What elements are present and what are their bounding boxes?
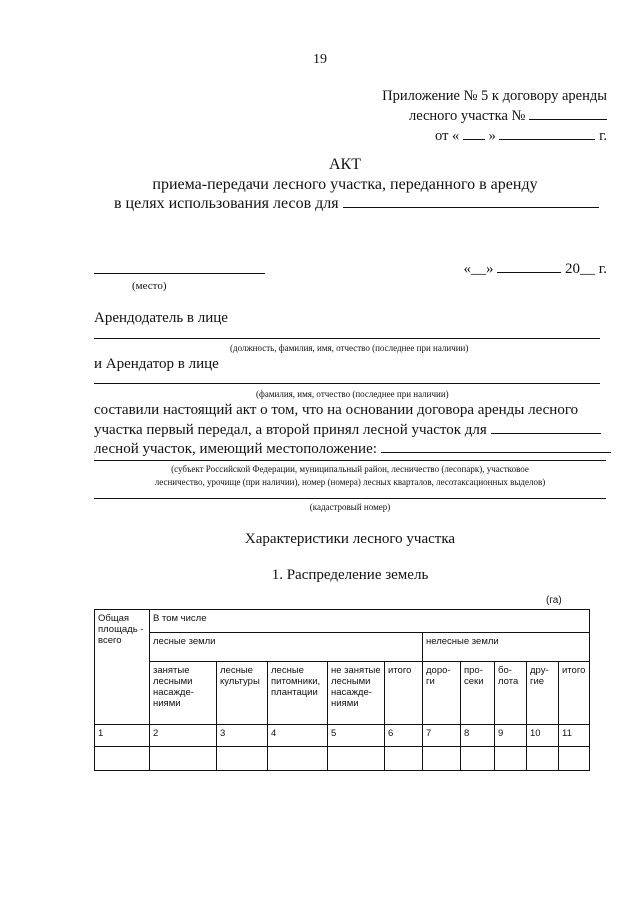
header-col-clearings: про-секи — [461, 661, 495, 724]
place-caption: (место) — [132, 280, 167, 292]
lessee-caption: (фамилия, имя, отчество (последнее при наличии) — [256, 389, 449, 399]
place-blank[interactable] — [94, 273, 265, 274]
annex-contract-number-label: лесного участка № — [408, 108, 526, 124]
col-number: 2 — [150, 725, 217, 747]
annex-date-open: от « — [435, 128, 463, 144]
col-number: 1 — [95, 725, 150, 747]
cadastral-caption: (кадастровый номер) — [309, 502, 391, 512]
lessee-blank[interactable] — [94, 383, 600, 384]
act-day-blank[interactable]: «__» — [463, 261, 494, 277]
col-number: 10 — [527, 725, 559, 747]
header-nonforest-lands: нелесные земли — [423, 632, 590, 661]
table-cell[interactable] — [385, 747, 423, 771]
header-col-swamps: бо-лота — [495, 661, 527, 724]
location-blank[interactable] — [381, 440, 611, 453]
body-line-2 — [94, 421, 601, 439]
header-forest-lands: лесные земли — [150, 632, 423, 661]
table-cell[interactable] — [150, 747, 217, 771]
table-cell[interactable] — [559, 747, 590, 771]
lessee-label: и Арендатор в лице — [94, 356, 219, 372]
col-number: 7 — [423, 725, 461, 747]
col-number: 4 — [268, 725, 328, 747]
col-number: 5 — [328, 725, 385, 747]
act-subtitle: приема-передачи лесного участка, переданного в аренду — [152, 176, 538, 193]
body-line-1: составили настоящий акт о том, что на основании договора аренды лесного — [94, 402, 579, 418]
act-purpose-label: в целях использования лесов для — [114, 195, 339, 212]
header-total: Общая площадь - всего — [95, 610, 150, 725]
table-cell[interactable] — [217, 747, 268, 771]
col-number: 11 — [559, 725, 590, 747]
body-line-3 — [94, 440, 611, 458]
annex-date-suffix: г. — [595, 128, 607, 144]
act-title: АКТ — [329, 156, 361, 173]
header-col-forest-total: итого — [385, 661, 423, 724]
act-date — [464, 260, 607, 278]
section-title: Характеристики лесного участка — [244, 531, 456, 547]
act-month-blank[interactable] — [497, 260, 561, 273]
annex-month-blank[interactable] — [499, 127, 595, 140]
subsection-title: 1. Распределение земель — [271, 567, 429, 583]
header-col-stocked: занятые лесными насажде-ниями — [150, 661, 217, 724]
annex-line-3 — [435, 127, 607, 145]
table-cell[interactable] — [423, 747, 461, 771]
annex-day-blank[interactable] — [463, 127, 485, 140]
lessor-caption: (должность, фамилия, имя, отчество (последнее при наличии) — [230, 343, 469, 353]
header-including: В том числе — [150, 610, 590, 633]
act-year[interactable]: 20__ г. — [565, 261, 607, 277]
header-col-forest-cultures: лесные культуры — [217, 661, 268, 724]
page-number: 19 — [313, 52, 327, 67]
location-blank-2[interactable] — [94, 460, 606, 461]
table-row — [95, 747, 590, 771]
table-cell[interactable] — [95, 747, 150, 771]
act-purpose — [114, 195, 599, 213]
table-cell[interactable] — [268, 747, 328, 771]
col-number: 8 — [461, 725, 495, 747]
col-number: 3 — [217, 725, 268, 747]
col-number: 9 — [495, 725, 527, 747]
location-caption-2: лесничество, урочище (при наличии), номер (номера) лесных кварталов, лесотаксационных выделов) — [154, 477, 546, 487]
annex-line-1: Приложение № 5 к договору аренды — [382, 88, 607, 104]
purpose-blank[interactable] — [343, 195, 599, 208]
table-cell[interactable] — [527, 747, 559, 771]
cadastral-blank[interactable] — [94, 498, 606, 499]
header-col-other: дру-гие — [527, 661, 559, 724]
location-caption-1: (субъект Российской Федерации, муниципальный район, лесничество (лесопарк), участковое — [171, 464, 529, 474]
unit-label: (га) — [546, 595, 562, 606]
contract-number-blank[interactable] — [529, 107, 607, 120]
header-col-nurseries: лесные питомники, плантации — [268, 661, 328, 724]
annex-date-mid: » — [484, 128, 500, 144]
header-col-roads: доро-ги — [423, 661, 461, 724]
annex-line-2 — [409, 107, 607, 125]
table-cell[interactable] — [328, 747, 385, 771]
body-line-2-text: участка первый передал, а второй принял лесной участок для — [94, 422, 487, 438]
table-cell[interactable] — [495, 747, 527, 771]
header-col-unstocked: не занятые лесными насажде-ниями — [328, 661, 385, 724]
lessor-blank[interactable] — [94, 338, 600, 339]
header-col-nonforest-total: итого — [559, 661, 590, 724]
use-purpose-blank[interactable] — [491, 421, 601, 434]
land-distribution-table — [94, 609, 590, 771]
lessor-label: Арендодатель в лице — [94, 310, 228, 326]
col-number: 6 — [385, 725, 423, 747]
table-cell[interactable] — [461, 747, 495, 771]
body-line-3-text: лесной участок, имеющий местоположение: — [94, 441, 377, 457]
